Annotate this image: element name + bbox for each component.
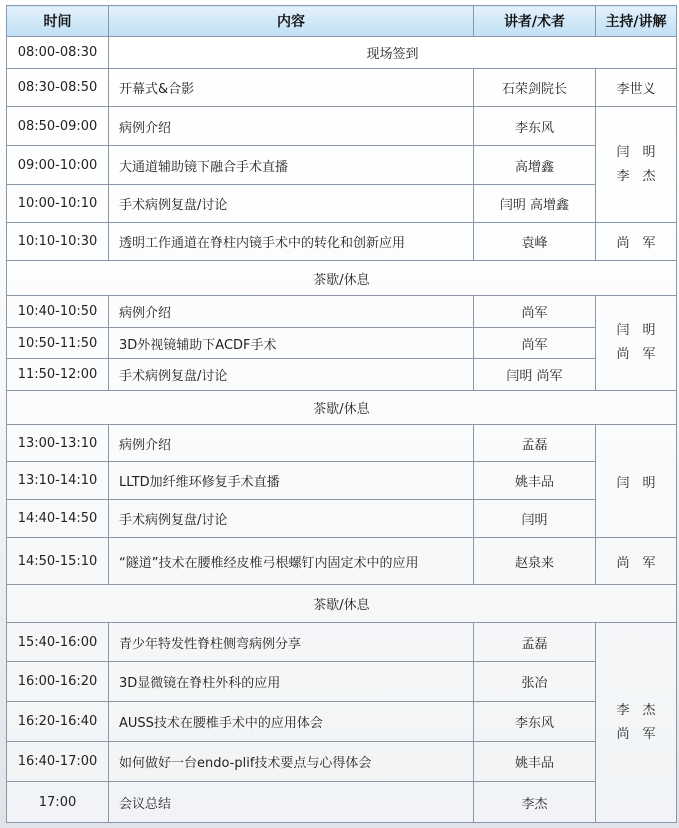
- table-row: [7, 359, 677, 391]
- content-cell: 现场签到: [109, 37, 677, 69]
- host-cell: 闫 明: [596, 425, 677, 538]
- speaker-cell: 闫明 尚军: [474, 359, 596, 391]
- table-row: [7, 782, 677, 823]
- header-time: 时间: [7, 6, 109, 37]
- speaker-cell: 李杰: [474, 782, 596, 823]
- table-row: [7, 69, 677, 107]
- time-cell: 15:40-16:00: [7, 623, 109, 662]
- break-row: [7, 261, 677, 296]
- content-cell: 透明工作通道在脊柱内镜手术中的转化和创新应用: [109, 223, 474, 261]
- content-cell: 手术病例复盘/讨论: [109, 185, 474, 223]
- table-row: [7, 425, 677, 462]
- time-cell: 17:00: [7, 782, 109, 823]
- time-cell: 14:50-15:10: [7, 538, 109, 585]
- header-speaker: 讲者/术者: [474, 6, 596, 37]
- host-cell: 李世义: [596, 69, 677, 107]
- content-cell: 手术病例复盘/讨论: [109, 359, 474, 391]
- table-row: [7, 328, 677, 359]
- table-row: [7, 623, 677, 662]
- content-cell: 3D外视镜辅助下ACDF手术: [109, 328, 474, 359]
- table-row: [7, 662, 677, 702]
- break-cell: 茶歇/休息: [7, 261, 677, 296]
- host-cell: [596, 296, 677, 391]
- header-content: 内容: [109, 6, 474, 37]
- content-cell: 如何做好一台endo-plif技术要点与心得体会: [109, 742, 474, 782]
- speaker-cell: 李东风: [474, 702, 596, 742]
- speaker-cell: 闫明 高增鑫: [474, 185, 596, 223]
- speaker-cell: 赵泉来: [474, 538, 596, 585]
- break-cell: 茶歇/休息: [7, 585, 677, 623]
- content-cell: 开幕式&合影: [109, 69, 474, 107]
- content-cell: 会议总结: [109, 782, 474, 823]
- time-cell: 16:20-16:40: [7, 702, 109, 742]
- content-cell: AUSS技术在腰椎手术中的应用体会: [109, 702, 474, 742]
- host-name: 闫 明: [616, 323, 656, 338]
- speaker-cell: 姚丰品: [474, 742, 596, 782]
- speaker-cell: 孟磊: [474, 425, 596, 462]
- host-cell: [596, 623, 677, 823]
- table-row: [7, 702, 677, 742]
- host-name: 李 杰: [616, 702, 656, 718]
- table-row: [7, 462, 677, 500]
- table-row: [7, 37, 677, 69]
- time-cell: 10:40-10:50: [7, 296, 109, 328]
- time-cell: 13:10-14:10: [7, 462, 109, 500]
- time-cell: 10:50-11:50: [7, 328, 109, 359]
- content-cell: 病例介绍: [109, 296, 474, 328]
- speaker-cell: 尚军: [474, 296, 596, 328]
- time-cell: 10:00-10:10: [7, 185, 109, 223]
- table-row: [7, 107, 677, 146]
- speaker-cell: 尚军: [474, 328, 596, 359]
- speaker-cell: 孟磊: [474, 623, 596, 662]
- host-cell: 尚 军: [596, 223, 677, 261]
- break-row: [7, 585, 677, 623]
- table-header: [7, 6, 677, 37]
- table-row: [7, 538, 677, 585]
- time-cell: 11:50-12:00: [7, 359, 109, 391]
- time-cell: 16:40-17:00: [7, 742, 109, 782]
- table-row: [7, 146, 677, 185]
- content-cell: LLTD加纤维环修复手术直播: [109, 462, 474, 500]
- speaker-cell: 李东风: [474, 107, 596, 146]
- speaker-cell: 高增鑫: [474, 146, 596, 185]
- time-cell: 14:40-14:50: [7, 500, 109, 538]
- time-cell: 09:00-10:00: [7, 146, 109, 185]
- content-cell: “隧道”技术在腰椎经皮椎弓根螺钉内固定术中的应用: [109, 538, 474, 585]
- time-cell: 10:10-10:30: [7, 223, 109, 261]
- time-cell: 08:30-08:50: [7, 69, 109, 107]
- schedule-table: [6, 5, 677, 823]
- content-cell: 手术病例复盘/讨论: [109, 500, 474, 538]
- table-row: [7, 296, 677, 328]
- speaker-cell: 姚丰品: [474, 462, 596, 500]
- break-cell: 茶歇/休息: [7, 391, 677, 425]
- speaker-cell: 张冶: [474, 662, 596, 702]
- content-cell: 青少年特发性脊柱侧弯病例分享: [109, 623, 474, 662]
- speaker-cell: 袁峰: [474, 223, 596, 261]
- time-cell: 16:00-16:20: [7, 662, 109, 702]
- content-cell: 大通道辅助镜下融合手术直播: [109, 146, 474, 185]
- content-cell: 病例介绍: [109, 425, 474, 462]
- time-cell: 13:00-13:10: [7, 425, 109, 462]
- host-name: 尚 军: [616, 726, 656, 742]
- host-name: 尚 军: [616, 347, 656, 362]
- table-row: [7, 742, 677, 782]
- time-cell: 08:50-09:00: [7, 107, 109, 146]
- speaker-cell: 石荣剑院长: [474, 69, 596, 107]
- time-cell: 08:00-08:30: [7, 37, 109, 69]
- content-cell: 病例介绍: [109, 107, 474, 146]
- break-row: [7, 391, 677, 425]
- host-cell: 尚 军: [596, 538, 677, 585]
- host-name: 李 杰: [616, 168, 656, 184]
- speaker-cell: 闫明: [474, 500, 596, 538]
- content-cell: 3D显微镜在脊柱外科的应用: [109, 662, 474, 702]
- table-row: [7, 223, 677, 261]
- table-row: [7, 500, 677, 538]
- table-row: [7, 185, 677, 223]
- host-cell: [596, 107, 677, 223]
- host-name: 闫 明: [616, 144, 656, 160]
- header-host: 主持/讲解: [596, 6, 677, 37]
